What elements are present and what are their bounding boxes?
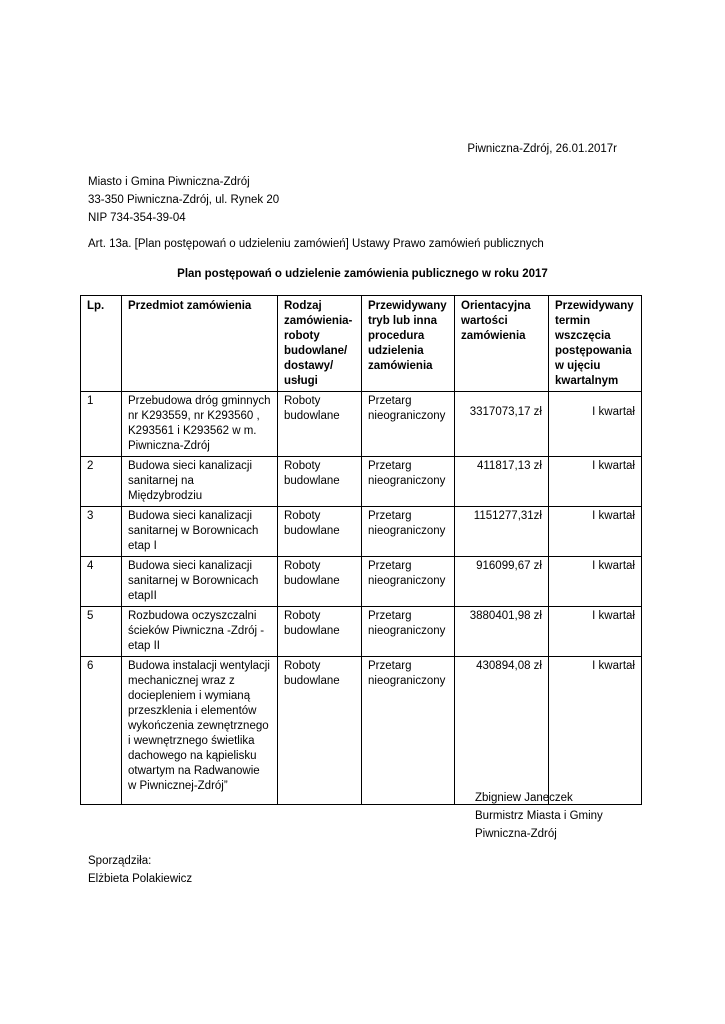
cell-type: Roboty budowlane xyxy=(278,457,362,507)
cell-lp: 1 xyxy=(81,392,122,457)
cell-mode: Przetarg nieograniczony xyxy=(362,607,455,657)
cell-subject: Przebudowa dróg gminnych nr K293559, nr K293560 , K293561 i K293562 w m. Piwniczna-Zdrój xyxy=(122,392,278,457)
cell-lp: 4 xyxy=(81,557,122,607)
cell-mode: Przetarg nieograniczony xyxy=(362,657,455,805)
cell-subject: Rozbudowa oczyszczalni ścieków Piwniczna -Zdrój - etap II xyxy=(122,607,278,657)
cell-term: I kwartał xyxy=(549,457,642,507)
cell-term: I kwartał xyxy=(549,392,642,457)
header-value: Orientacyjna wartości zamówienia xyxy=(455,296,549,392)
cell-type: Roboty budowlane xyxy=(278,607,362,657)
cell-value: 1151277,31zł xyxy=(455,507,549,557)
signature-block xyxy=(475,789,603,843)
document-title: Plan postępowań o udzielenie zamówienia publicznego w roku 2017 xyxy=(177,268,548,280)
procurement-plan-table xyxy=(80,295,642,805)
header-subject: Przedmiot zamówienia xyxy=(122,296,278,392)
cell-subject: Budowa sieci kanalizacji sanitarnej na Międzybrodziu xyxy=(122,457,278,507)
legal-basis: Art. 13a. [Plan postępowań o udzieleniu zamówień] Ustawy Prawo zamówień publicznych xyxy=(88,238,544,250)
cell-type: Roboty budowlane xyxy=(278,557,362,607)
cell-value: 430894,08 zł xyxy=(455,657,549,805)
address-line: 33-350 Piwniczna-Zdrój, ul. Rynek 20 xyxy=(88,194,280,206)
prepared-by-label: Sporządziła: xyxy=(88,855,152,867)
table-row xyxy=(81,657,642,805)
table-header-row xyxy=(81,296,642,392)
header-lp: Lp. xyxy=(81,296,122,392)
cell-type: Roboty budowlane xyxy=(278,392,362,457)
cell-subject: Budowa sieci kanalizacji sanitarnej w Borownicach etapII xyxy=(122,557,278,607)
address-line: NIP 734-354-39-04 xyxy=(88,212,186,224)
cell-term: I kwartał xyxy=(549,657,642,805)
cell-lp: 2 xyxy=(81,457,122,507)
table-row xyxy=(81,392,642,457)
prepared-by-block xyxy=(88,852,192,888)
signature-role: Burmistrz Miasta i Gminy xyxy=(475,810,603,822)
address-block xyxy=(88,173,279,227)
cell-type: Roboty budowlane xyxy=(278,507,362,557)
cell-subject: Budowa sieci kanalizacji sanitarnej w Borownicach etap I xyxy=(122,507,278,557)
cell-term: I kwartał xyxy=(549,607,642,657)
signature-location: Piwniczna-Zdrój xyxy=(475,828,557,840)
address-line: Miasto i Gmina Piwniczna-Zdrój xyxy=(88,176,250,188)
cell-value: 916099,67 zł xyxy=(455,557,549,607)
cell-mode: Przetarg nieograniczony xyxy=(362,392,455,457)
cell-mode: Przetarg nieograniczony xyxy=(362,507,455,557)
table-row xyxy=(81,607,642,657)
cell-mode: Przetarg nieograniczony xyxy=(362,457,455,507)
cell-lp: 3 xyxy=(81,507,122,557)
cell-value: 3880401,98 zł xyxy=(455,607,549,657)
prepared-by-name: Elżbieta Polakiewicz xyxy=(88,873,193,885)
table-row xyxy=(81,457,642,507)
cell-subject: Budowa instalacji wentylacji mechanicznej wraz z dociepleniem i wymianą przeszklenia i elementów wykończenia zewnętrznego i wewnętrznego świetlika dachowego na kąpielisku otwartym na Radwanowie w Piwnicznej-Zdrój” xyxy=(122,657,278,805)
cell-lp: 6 xyxy=(81,657,122,805)
place-date: Piwniczna-Zdrój, 26.01.2017r xyxy=(467,143,617,155)
cell-mode: Przetarg nieograniczony xyxy=(362,557,455,607)
signature-name: Zbigniew Janeczek xyxy=(475,792,573,804)
table-row xyxy=(81,507,642,557)
cell-lp: 5 xyxy=(81,607,122,657)
header-type: Rodzaj zamówienia- roboty budowlane/ dostawy/ usługi xyxy=(278,296,362,392)
table-row xyxy=(81,557,642,607)
cell-type: Roboty budowlane xyxy=(278,657,362,805)
cell-value: 411817,13 zł xyxy=(455,457,549,507)
header-mode: Przewidywany tryb lub inna procedura udzielenia zamówienia xyxy=(362,296,455,392)
cell-term: I kwartał xyxy=(549,557,642,607)
cell-term: I kwartał xyxy=(549,507,642,557)
cell-value: 3317073,17 zł xyxy=(455,392,549,457)
header-term: Przewidywany termin wszczęcia postępowania w ujęciu kwartalnym xyxy=(549,296,642,392)
